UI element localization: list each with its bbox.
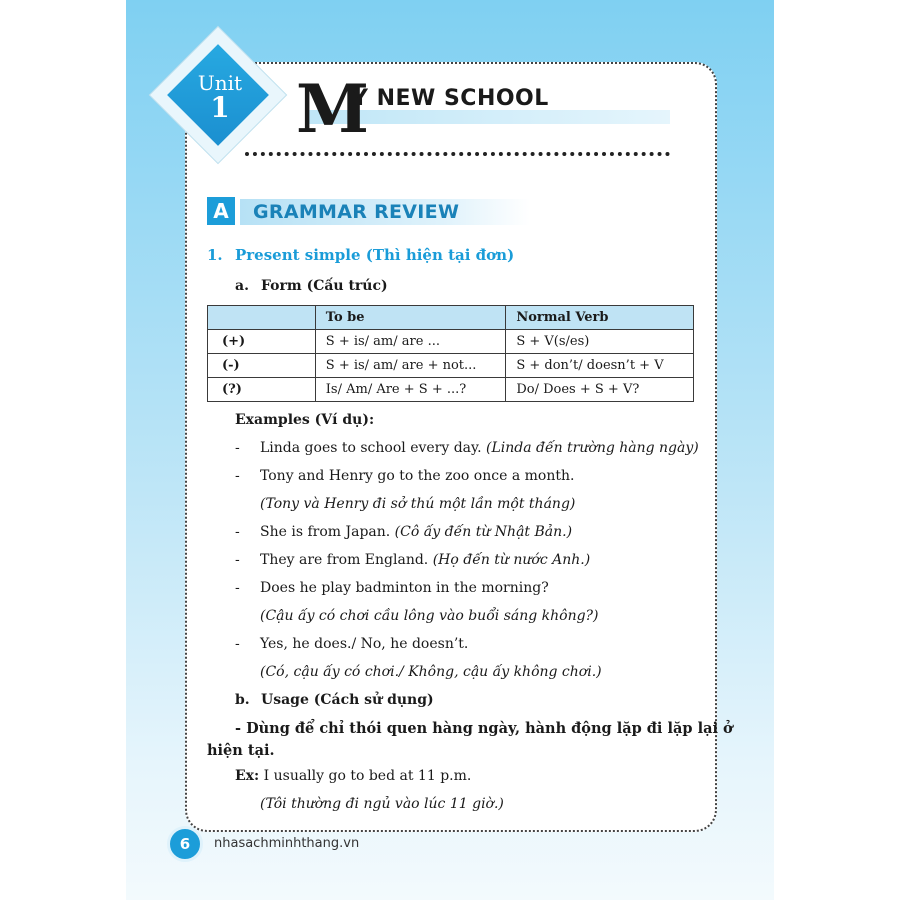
usage-example-vietnamese: (Tôi thường đi ngủ vào lúc 11 giờ.) xyxy=(260,796,504,812)
usage-title: Usage (Cách sử dụng) xyxy=(261,692,434,708)
title-initial: M xyxy=(296,70,370,148)
list-bullet: - xyxy=(235,468,240,484)
list-item xyxy=(260,440,699,456)
table-cell: (-) xyxy=(208,354,316,378)
table-cell: S + is/ am/ are ... xyxy=(315,330,506,354)
list-bullet: - xyxy=(235,440,240,456)
example-english: They are from England. xyxy=(260,552,429,568)
example-vietnamese: (Có, cậu ấy có chơi./ Không, cậu ấy không chơi.) xyxy=(260,664,602,680)
usage-rule-line1: - Dùng để chỉ thói quen hàng ngày, hành động lặp đi lặp lại ở xyxy=(235,720,733,737)
table-header-cell: To be xyxy=(315,306,506,330)
form-heading xyxy=(235,278,388,294)
publisher-url: nhasachminhthang.vn xyxy=(214,836,360,851)
table-cell: S + don’t/ doesn’t + V xyxy=(506,354,694,378)
example-vietnamese: (Tony và Henry đi sở thú một lần một tháng) xyxy=(260,496,576,512)
section-title: GRAMMAR REVIEW xyxy=(253,201,460,223)
table-row xyxy=(208,330,694,354)
table-cell: (+) xyxy=(208,330,316,354)
table-row xyxy=(208,378,694,402)
example-vietnamese: (Họ đến từ nước Anh.) xyxy=(432,552,591,568)
usage-example-english: I usually go to bed at 11 p.m. xyxy=(263,768,472,784)
list-bullet: - xyxy=(235,552,240,568)
example-vietnamese: (Cậu ấy có chơi cầu lông vào buổi sáng không?) xyxy=(260,608,599,624)
example-english: Yes, he does./ No, he doesn’t. xyxy=(260,636,469,652)
table-header-cell: Normal Verb xyxy=(506,306,694,330)
page-number: 6 xyxy=(167,826,203,862)
list-bullet: - xyxy=(235,524,240,540)
example-english: Tony and Henry go to the zoo once a month. xyxy=(260,468,575,484)
examples-heading: Examples (Ví dụ): xyxy=(235,412,375,428)
unit-label xyxy=(190,72,250,122)
list-bullet: - xyxy=(235,580,240,596)
dotted-divider xyxy=(245,152,670,156)
table-header-cell xyxy=(208,306,316,330)
usage-heading xyxy=(235,692,434,708)
form-label: a. xyxy=(235,278,249,294)
unit-word: Unit xyxy=(197,71,243,95)
topic-number: 1. xyxy=(207,246,223,264)
topic-title: Present simple (Thì hiện tại đơn) xyxy=(235,246,515,264)
table-cell: S + V(s/es) xyxy=(506,330,694,354)
topic-heading xyxy=(207,246,514,264)
unit-number: 1 xyxy=(210,91,230,124)
usage-label: b. xyxy=(235,692,250,708)
list-item xyxy=(260,552,590,568)
list-item xyxy=(260,524,572,540)
example-english: She is from Japan. xyxy=(260,524,391,540)
table-cell: S + is/ am/ are + not... xyxy=(315,354,506,378)
usage-example xyxy=(235,768,471,784)
table-cell: (?) xyxy=(208,378,316,402)
example-vietnamese: (Cô ấy đến từ Nhật Bản.) xyxy=(394,524,573,540)
table-row xyxy=(208,354,694,378)
section-letter: A xyxy=(207,197,235,225)
usage-example-label: Ex: xyxy=(235,768,260,784)
form-title: Form (Cấu trúc) xyxy=(261,278,388,294)
table-cell: Do/ Does + S + V? xyxy=(506,378,694,402)
list-bullet: - xyxy=(235,636,240,652)
form-table xyxy=(207,305,694,402)
example-english: Linda goes to school every day. xyxy=(260,440,482,456)
table-cell: Is/ Am/ Are + S + ...? xyxy=(315,378,506,402)
usage-rule-line2: hiện tại. xyxy=(207,742,275,759)
table-header-row xyxy=(208,306,694,330)
page-title: Y NEW SCHOOL xyxy=(352,86,549,111)
example-english: Does he play badminton in the morning? xyxy=(260,580,549,596)
example-vietnamese: (Linda đến trường hàng ngày) xyxy=(486,440,699,456)
